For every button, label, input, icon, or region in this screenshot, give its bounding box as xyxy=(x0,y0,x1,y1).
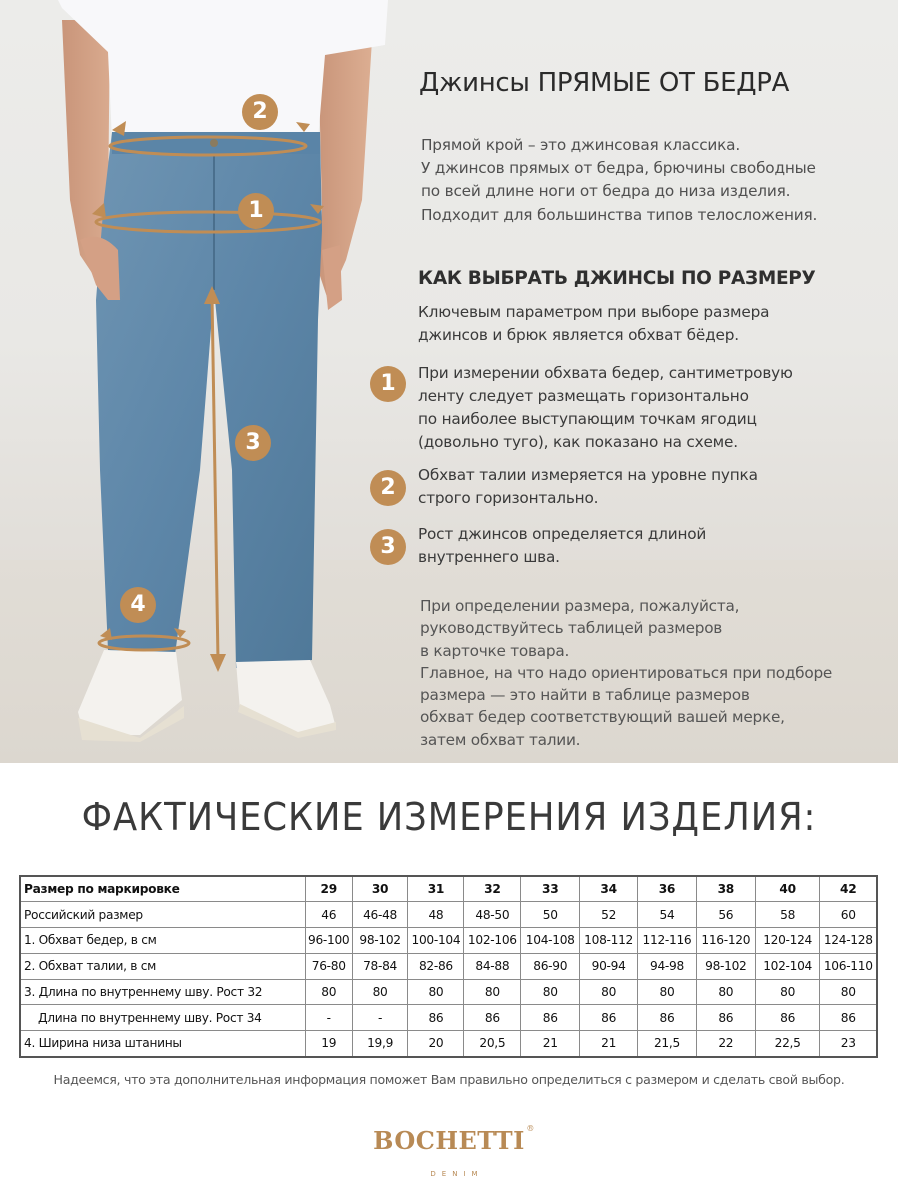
intro-line: по всей длине ноги от бедра до низа изделия. xyxy=(421,182,791,201)
table-cell: 86 xyxy=(820,1005,877,1031)
table-cell: 102-106 xyxy=(464,928,521,954)
table-cell: 94-98 xyxy=(638,953,697,979)
table-cell: 21 xyxy=(580,1031,638,1057)
header-cell: Размер по маркировке xyxy=(20,876,305,902)
table-cell: 86 xyxy=(408,1005,464,1031)
table-cell: 86 xyxy=(521,1005,580,1031)
table-cell: 120-124 xyxy=(755,928,820,954)
note-line: обхват бедер соответствующий вашей мерке, xyxy=(420,708,785,727)
table-cell: 78-84 xyxy=(352,953,408,979)
note-line: Главное, на что надо ориентироваться при подборе xyxy=(420,663,833,682)
row-label: 4. Ширина низа штанины xyxy=(20,1031,305,1057)
table-cell: 102-104 xyxy=(755,953,820,979)
table-cell: 20,5 xyxy=(464,1031,521,1057)
brand-text: BOCHETTI xyxy=(373,1126,525,1155)
page-title: Джинсы ПРЯМЫЕ ОТ БЕДРА xyxy=(419,68,790,98)
table-cell: 19,9 xyxy=(352,1031,408,1057)
table-cell: 80 xyxy=(580,979,638,1005)
photo-marker-3: 3 xyxy=(235,425,271,461)
intro-line: У джинсов прямых от бедра, брючины свободные xyxy=(421,159,816,178)
table-cell: 84-88 xyxy=(464,953,521,979)
table-row xyxy=(20,1005,877,1031)
table-cell: 48 xyxy=(408,902,464,928)
step-line: При измерении обхвата бедер, сантиметровую xyxy=(418,364,793,382)
table-cell: 20 xyxy=(408,1031,464,1057)
table-cell: 80 xyxy=(521,979,580,1005)
table-row xyxy=(20,928,877,954)
table-row xyxy=(20,1031,877,1057)
table-cell: 56 xyxy=(696,902,755,928)
table-cell: 80 xyxy=(696,979,755,1005)
table-row xyxy=(20,902,877,928)
table-header-row xyxy=(20,876,877,902)
table-cell: 80 xyxy=(638,979,697,1005)
table-cell: 80 xyxy=(755,979,820,1005)
table-cell: 22,5 xyxy=(755,1031,820,1057)
step-text xyxy=(418,362,793,454)
footer-note: Надеемся, что эта дополнительная информация поможет Вам правильно определиться с размером и сделать свой выбор. xyxy=(53,1072,845,1087)
table-cell: - xyxy=(352,1005,408,1031)
table-cell: 21,5 xyxy=(638,1031,697,1057)
header-cell: 34 xyxy=(580,876,638,902)
table-cell: 58 xyxy=(755,902,820,928)
note-line: в карточке товара. xyxy=(420,641,570,660)
table-cell: 21 xyxy=(521,1031,580,1057)
size-table xyxy=(19,875,878,1058)
step-line: (довольно туго), как показано на схеме. xyxy=(418,433,738,451)
section-subtitle: КАК ВЫБРАТЬ ДЖИНСЫ ПО РАЗМЕРУ xyxy=(418,268,816,289)
table-cell: 80 xyxy=(305,979,352,1005)
table-cell: 86-90 xyxy=(521,953,580,979)
table-cell: 48-50 xyxy=(464,902,521,928)
photo-marker-1: 1 xyxy=(238,193,274,229)
table-cell: 46 xyxy=(305,902,352,928)
table-cell: 46-48 xyxy=(352,902,408,928)
table-cell: 106-110 xyxy=(820,953,877,979)
table-cell: - xyxy=(305,1005,352,1031)
table-cell: 22 xyxy=(696,1031,755,1057)
intro-text xyxy=(421,134,891,227)
table-cell: 86 xyxy=(755,1005,820,1031)
header-cell: 31 xyxy=(408,876,464,902)
header-cell: 30 xyxy=(352,876,408,902)
header-cell: 33 xyxy=(521,876,580,902)
table-cell: 86 xyxy=(580,1005,638,1031)
row-label: 1. Обхват бедер, в см xyxy=(20,928,305,954)
row-label: 2. Обхват талии, в см xyxy=(20,953,305,979)
step-number-badge: 1 xyxy=(370,366,406,402)
table-cell: 86 xyxy=(638,1005,697,1031)
table-cell: 82-86 xyxy=(408,953,464,979)
table-cell: 80 xyxy=(352,979,408,1005)
header-cell: 40 xyxy=(755,876,820,902)
registered-mark: ® xyxy=(526,1124,535,1133)
key-parameter-text xyxy=(418,301,769,347)
table-cell: 86 xyxy=(696,1005,755,1031)
table-cell: 96-100 xyxy=(305,928,352,954)
header-cell: 32 xyxy=(464,876,521,902)
table-cell: 116-120 xyxy=(696,928,755,954)
intro-line: Прямой крой – это джинсовая классика. xyxy=(421,136,741,154)
row-label: Длина по внутреннему шву. Рост 34 xyxy=(20,1005,305,1031)
step-line: строго горизонтально. xyxy=(418,489,599,507)
row-label: Российский размер xyxy=(20,902,305,928)
table-cell: 80 xyxy=(464,979,521,1005)
brand-name xyxy=(373,1124,535,1155)
measurements-title: ФАКТИЧЕСКИЕ ИЗМЕРЕНИЯ ИЗДЕЛИЯ: xyxy=(81,795,817,839)
header-cell: 38 xyxy=(696,876,755,902)
step-text xyxy=(418,523,706,569)
table-cell: 80 xyxy=(408,979,464,1005)
brand-subtitle: DENIM xyxy=(430,1170,484,1178)
photo-marker-4: 4 xyxy=(120,587,156,623)
table-cell: 100-104 xyxy=(408,928,464,954)
note-line: При определении размера, пожалуйста, xyxy=(420,597,740,615)
note-line: размера — это найти в таблице размеров xyxy=(420,686,750,705)
table-cell: 104-108 xyxy=(521,928,580,954)
step-line: Рост джинсов определяется длиной xyxy=(418,525,707,543)
table-cell: 76-80 xyxy=(305,953,352,979)
table-cell: 23 xyxy=(820,1031,877,1057)
key-param-line: Ключевым параметром при выборе размера xyxy=(418,303,770,321)
table-cell: 86 xyxy=(464,1005,521,1031)
table-row xyxy=(20,953,877,979)
table-cell: 19 xyxy=(305,1031,352,1057)
table-cell: 54 xyxy=(638,902,697,928)
table-cell: 112-116 xyxy=(638,928,697,954)
header-cell: 42 xyxy=(820,876,877,902)
table-cell: 52 xyxy=(580,902,638,928)
table-cell: 50 xyxy=(521,902,580,928)
photo-marker-2: 2 xyxy=(242,94,278,130)
row-label: 3. Длина по внутреннему шву. Рост 32 xyxy=(20,979,305,1005)
table-cell: 90-94 xyxy=(580,953,638,979)
step-text xyxy=(418,464,758,510)
brand-logo xyxy=(0,1126,898,1155)
step-number-badge: 3 xyxy=(370,529,406,565)
step-number-badge: 2 xyxy=(370,470,406,506)
note-line: руководствуйтесь таблицей размеров xyxy=(420,619,723,638)
table-cell: 80 xyxy=(820,979,877,1005)
table-row xyxy=(20,979,877,1005)
table-cell: 108-112 xyxy=(580,928,638,954)
header-cell: 29 xyxy=(305,876,352,902)
table-cell: 60 xyxy=(820,902,877,928)
intro-line: Подходит для большинства типов телосложения. xyxy=(421,205,818,224)
step-line: Обхват талии измеряется на уровне пупка xyxy=(418,466,758,484)
size-guide-note xyxy=(420,595,832,751)
table-cell: 98-102 xyxy=(696,953,755,979)
step-line: внутреннего шва. xyxy=(418,548,560,566)
table-cell: 98-102 xyxy=(352,928,408,954)
key-param-line: джинсов и брюк является обхват бёдер. xyxy=(418,326,739,344)
table-cell: 124-128 xyxy=(820,928,877,954)
note-line: затем обхват талии. xyxy=(420,730,581,749)
header-cell: 36 xyxy=(638,876,697,902)
step-line: ленту следует размещать горизонтально xyxy=(418,387,749,405)
step-line: по наиболее выступающим точкам ягодиц xyxy=(418,410,757,428)
model-photo xyxy=(0,0,420,763)
